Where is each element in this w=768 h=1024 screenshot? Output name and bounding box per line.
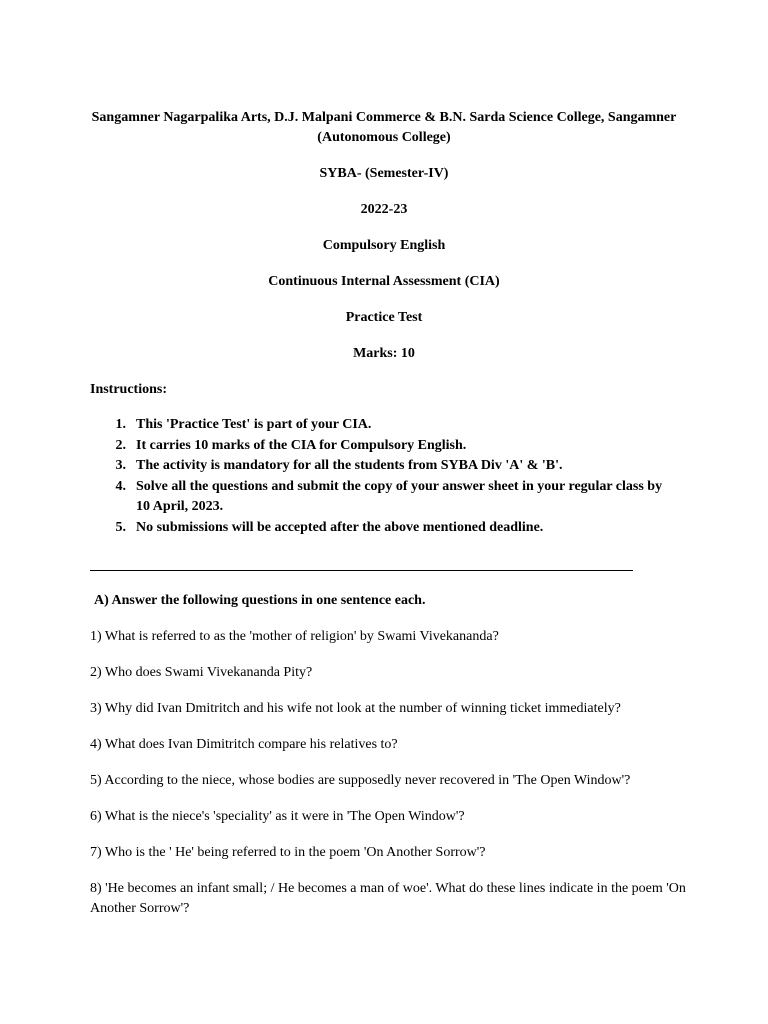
instruction-item (90, 518, 670, 539)
instruction-text: No submissions will be accepted after the above mentioned deadline. (136, 519, 544, 535)
instruction-number: 4. (115, 478, 126, 494)
instruction-item (90, 436, 670, 457)
questions-list (90, 627, 690, 935)
instruction-number: 3. (115, 458, 126, 473)
instruction-item (90, 456, 670, 477)
academic-year: 2022-23 (360, 202, 408, 217)
marks-label: Marks: 10 (353, 346, 415, 361)
subject-name: Compulsory English (322, 238, 446, 253)
question-item: 8) 'He becomes an infant small; / He becomes a man of woe'. What do these lines indicate in the poem 'On Another Sorrow'? (90, 881, 686, 916)
instruction-text: The activity is mandatory for all the students from SYBA Div 'A' & 'B'. (136, 458, 563, 473)
question-item: 2) Who does Swami Vivekananda Pity? (90, 665, 313, 680)
instruction-number: 1. (115, 417, 126, 432)
semester-label: SYBA- (Semester-IV) (319, 166, 449, 181)
instruction-item (90, 415, 670, 436)
college-title: Sangamner Nagarpalika Arts, D.J. Malpani Commerce & B.N. Sarda Science College, Sangamner (Autonomous College) (91, 110, 677, 145)
instruction-number: 5. (115, 519, 126, 535)
question-item: 4) What does Ivan Dimitritch compare his relatives to? (90, 737, 398, 752)
separator-line (90, 570, 633, 571)
question-item: 3) Why did Ivan Dmitritch and his wife not look at the number of winning ticket immediately? (90, 701, 621, 716)
instruction-item (90, 477, 670, 518)
test-name: Practice Test (345, 310, 423, 325)
instruction-text: It carries 10 marks of the CIA for Compulsory English. (136, 437, 467, 453)
assessment-type: Continuous Internal Assessment (CIA) (268, 274, 500, 289)
question-item: 6) What is the niece's 'speciality' as it were in 'The Open Window'? (90, 809, 465, 824)
section-a-heading: A) Answer the following questions in one sentence each. (94, 593, 426, 608)
instruction-number: 2. (115, 437, 126, 453)
instructions-heading: Instructions: (90, 382, 168, 397)
question-item: 7) Who is the ' He' being referred to in the poem 'On Another Sorrow'? (90, 845, 486, 860)
instruction-text: Solve all the questions and submit the copy of your answer sheet in your regular class by 10 April, 2023. (136, 478, 663, 514)
question-item: 1) What is referred to as the 'mother of religion' by Swami Vivekananda? (90, 629, 499, 644)
question-item: 5) According to the niece, whose bodies are supposedly never recovered in 'The Open Window'? (90, 773, 631, 788)
instruction-text: This 'Practice Test' is part of your CIA. (136, 417, 372, 432)
instructions-list (90, 415, 670, 538)
